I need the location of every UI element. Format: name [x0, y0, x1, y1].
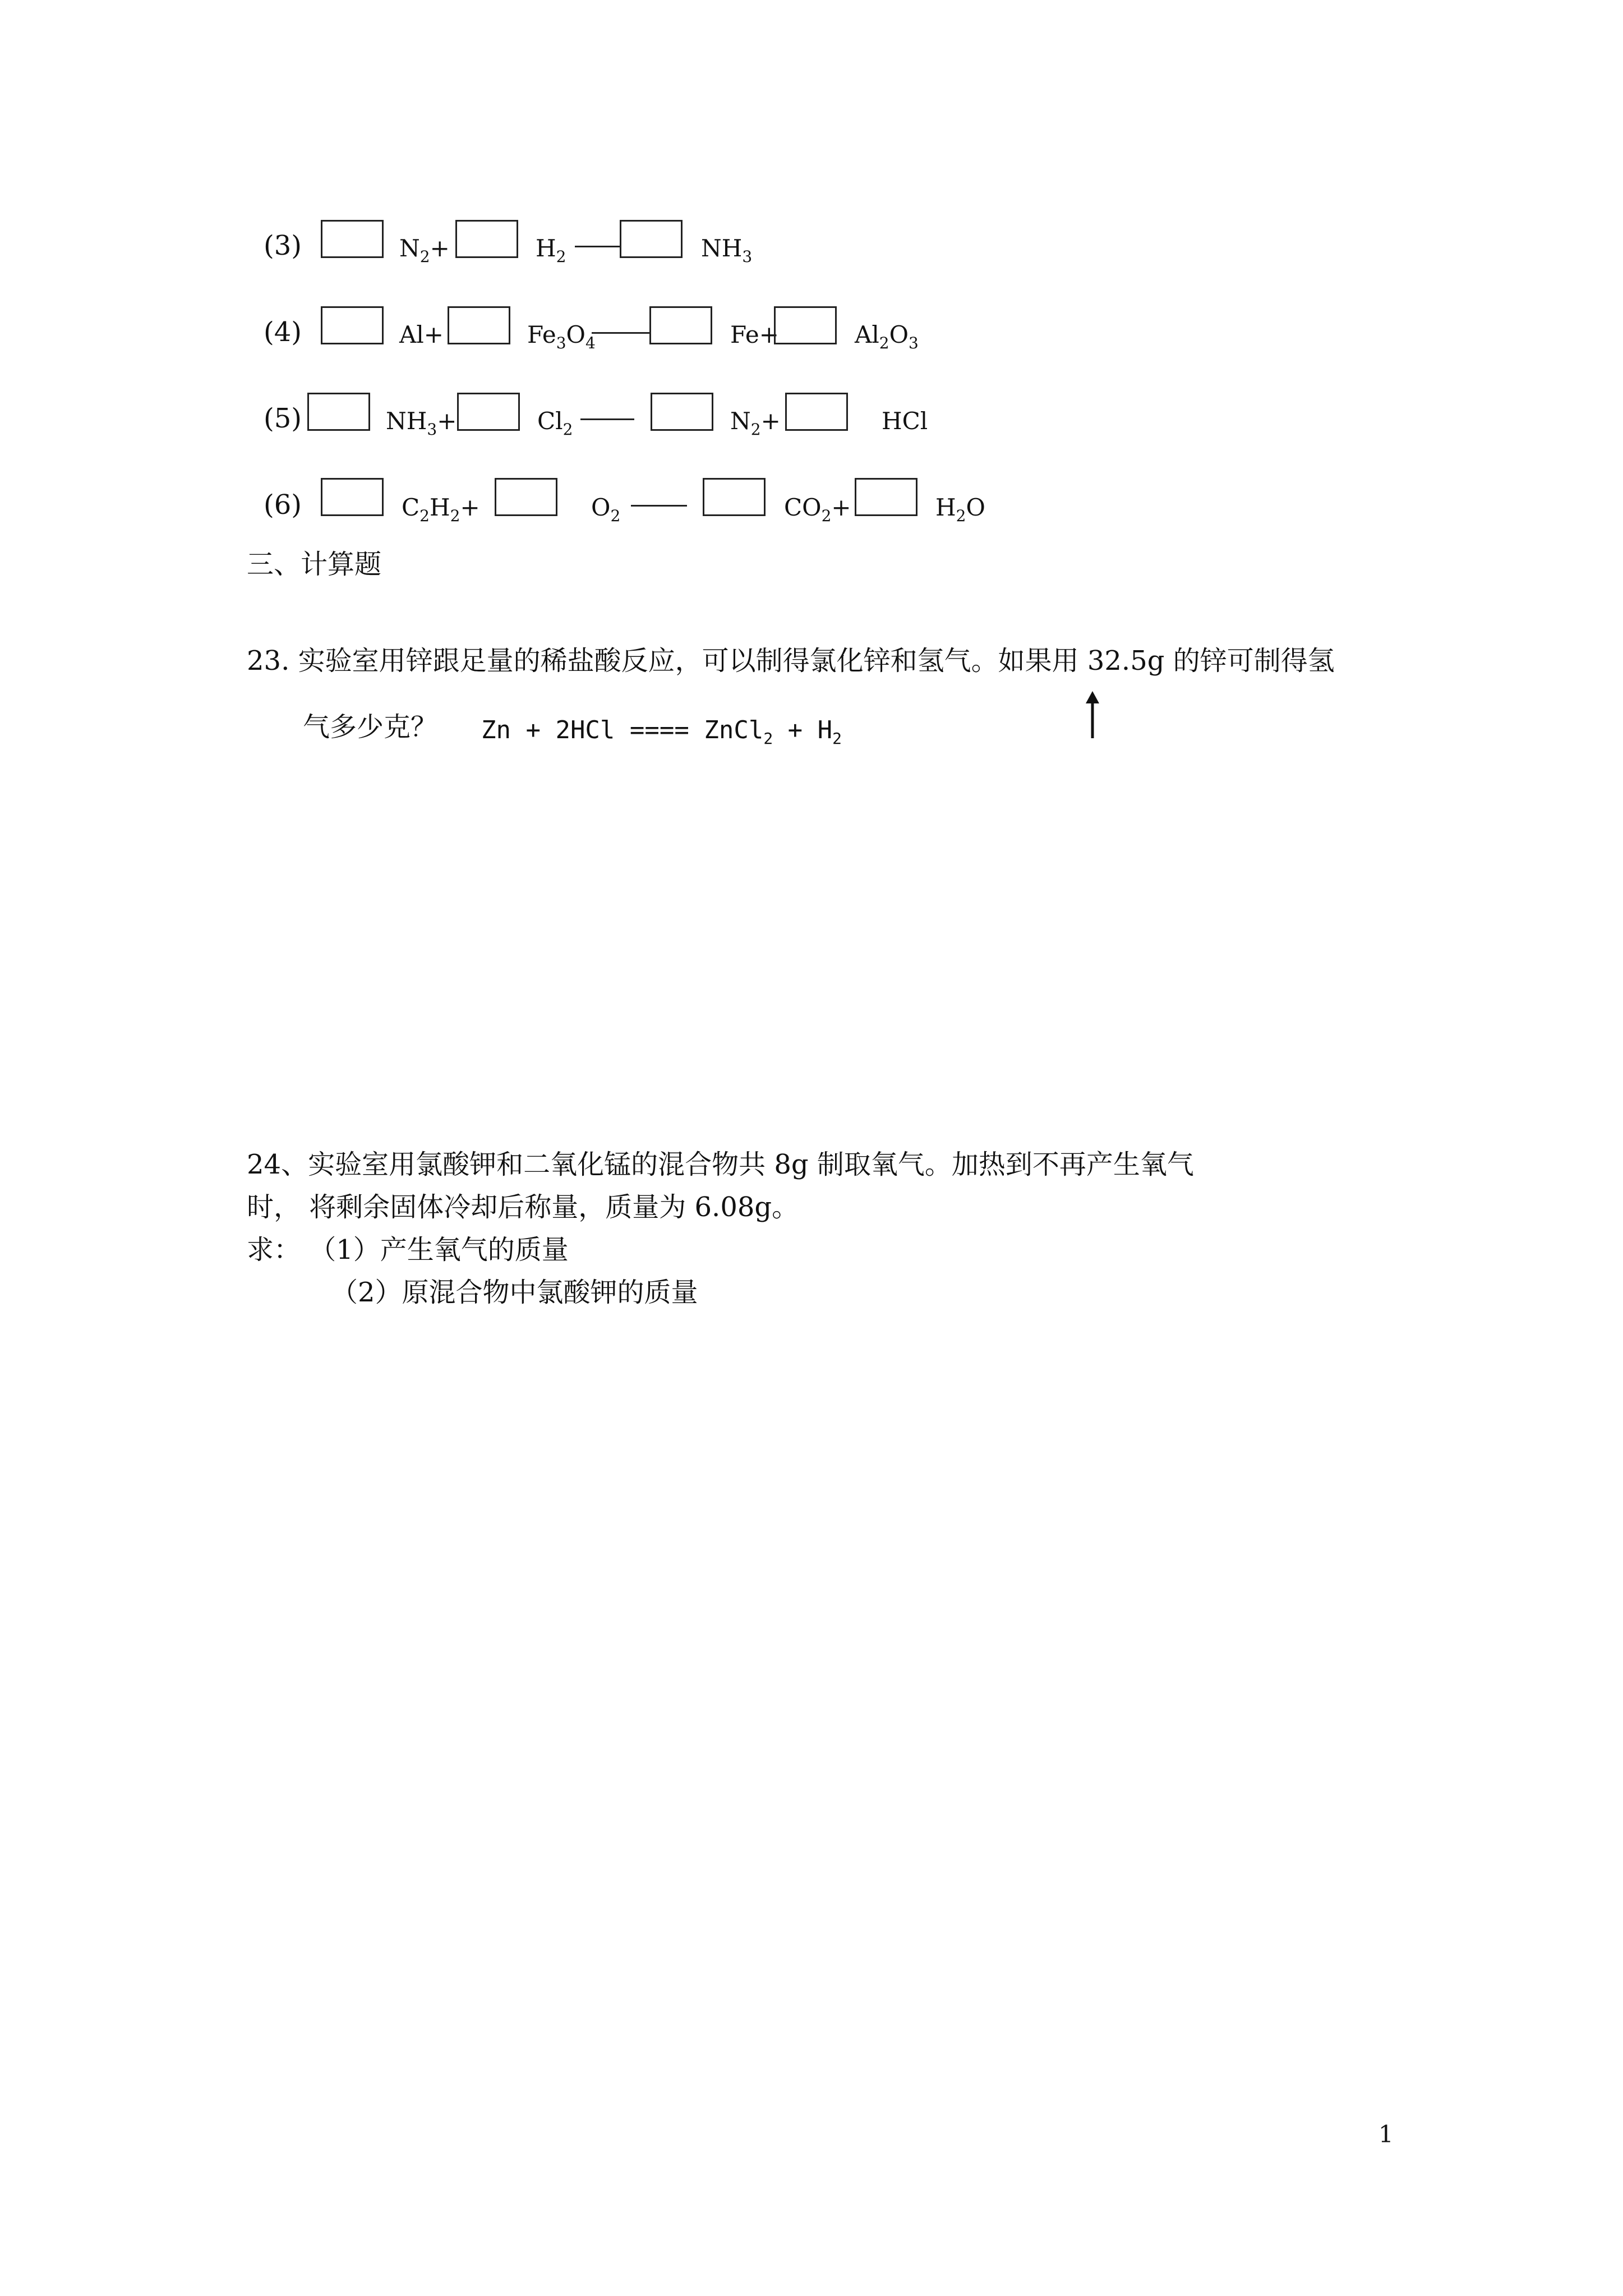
coefficient-box[interactable]: [321, 220, 384, 258]
chem-term: $C_2H_2+$: [402, 494, 480, 525]
coefficient-box[interactable]: [321, 306, 384, 344]
reaction-dash: [592, 332, 650, 334]
chem-term: Fe+: [730, 321, 779, 348]
chem-term: $CO_2+$: [784, 494, 851, 525]
chem-term: $H_2$: [536, 234, 566, 266]
coefficient-box[interactable]: [455, 220, 518, 258]
reaction-dash: [580, 418, 634, 420]
equation-6-label: (6): [264, 489, 302, 521]
coefficient-box[interactable]: [307, 393, 370, 431]
coefficient-box[interactable]: [651, 393, 713, 431]
chem-term: $H_2O$: [935, 494, 985, 525]
chem-term: $NH_3$: [701, 234, 753, 266]
reaction-dash: [575, 246, 621, 247]
chem-term: $Fe_3O_4$: [527, 321, 596, 352]
equation-3-label: (3): [264, 230, 302, 261]
coefficient-box[interactable]: [620, 220, 683, 258]
zinc-reaction-equation: Zn + 2HCl ==== ZnCl$_2$ + $H_2$: [481, 716, 842, 748]
question-24-line-3: 求： （1）产生氧气的质量: [247, 1234, 569, 1266]
question-24-line-4: （2）原混合物中氯酸钾的质量: [331, 1277, 698, 1308]
chem-term: $O_2$: [591, 494, 621, 525]
section-title: 三、计算题: [247, 549, 382, 580]
chem-term: $NH_3+$: [386, 407, 457, 439]
page-number: 1: [1378, 2120, 1394, 2148]
coefficient-box[interactable]: [703, 478, 766, 516]
question-24-line-2: 时， 将剩余固体冷却后称量，质量为 6.08g。: [247, 1191, 799, 1223]
reaction-dash: [631, 505, 687, 507]
chem-term: $N_2+$: [730, 407, 781, 439]
chem-term: HCl: [882, 407, 928, 435]
equation-4-label: (4): [264, 316, 302, 348]
coefficient-box[interactable]: [457, 393, 520, 431]
chem-term: $Al_2O_3$: [855, 321, 919, 352]
chem-term: Al+: [399, 321, 444, 348]
coefficient-box[interactable]: [855, 478, 917, 516]
question-24-line-1: 24、实验室用氯酸钾和二氧化锰的混合物共 8g 制取氧气。加热到不再产生氧气: [247, 1149, 1194, 1180]
coefficient-box[interactable]: [774, 306, 837, 344]
coefficient-box[interactable]: [649, 306, 712, 344]
question-23-line-1: 23. 实验室用锌跟足量的稀盐酸反应，可以制得氯化锌和氢气。如果用 32.5g 的锌可制得氢: [247, 645, 1335, 677]
coefficient-box[interactable]: [785, 393, 848, 431]
chem-term: $N_2+$: [399, 234, 450, 266]
question-23-line-2: 气多少克？: [303, 711, 438, 743]
coefficient-box[interactable]: [495, 478, 557, 516]
chem-term: $Cl_2$: [537, 407, 573, 439]
equation-5-label: (5): [264, 403, 302, 434]
gas-arrow-icon: [1082, 691, 1103, 738]
coefficient-box[interactable]: [448, 306, 510, 344]
coefficient-box[interactable]: [321, 478, 384, 516]
